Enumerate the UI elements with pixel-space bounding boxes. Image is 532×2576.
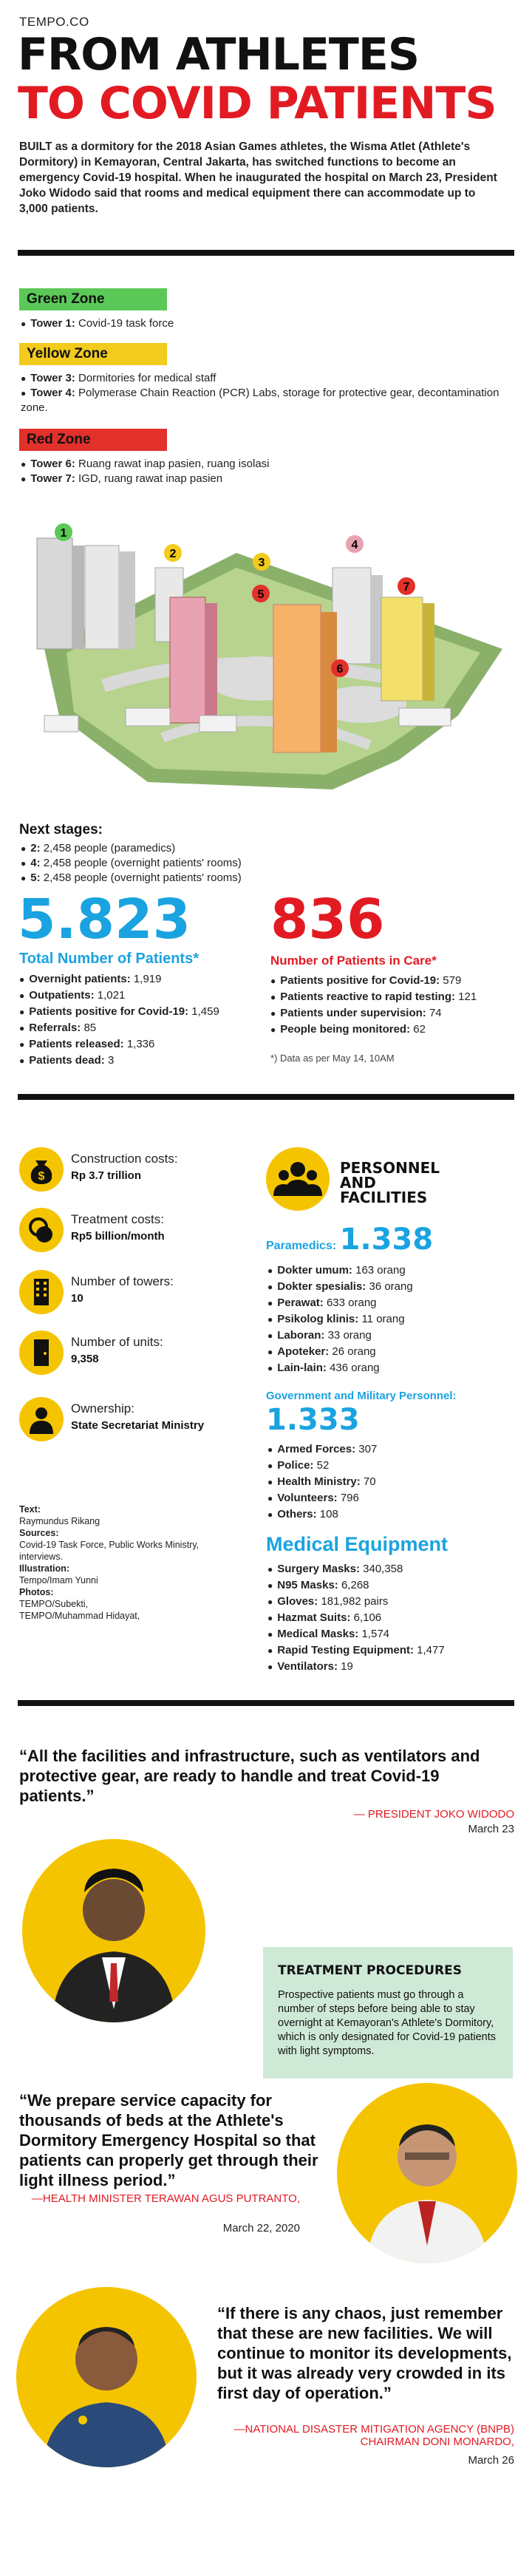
quote-president: “All the facilities and infrastructure, such as ventilators and protective gear, are ready to handle and treat Covid-19 patients.” xyxy=(19,1747,480,1805)
cost-label: Construction costs: xyxy=(71,1152,178,1166)
yellow-zone-item: ● Tower 3: Dormitories for medical staff xyxy=(21,371,508,386)
group-icon xyxy=(266,1147,330,1211)
in-care-label: Number of Patients in Care* xyxy=(270,954,437,968)
quote-health-minister: “We prepare service capacity for thousands of beds at the Athlete's Dormitory Emergency Hospital so that patients can properly get through their light illness period.” xyxy=(19,2091,318,2189)
quote-attribution: —HEALTH MINISTER TERAWAN AGUS PUTRANTO, xyxy=(31,2192,300,2205)
divider xyxy=(18,250,514,256)
equipment-title: Medical Equipment xyxy=(266,1533,449,1555)
next-stage-item: ● 5: 2,458 people (overnight patients' rooms) xyxy=(21,871,508,886)
treatment-procedures-box xyxy=(263,1947,513,2079)
building-icon xyxy=(19,1270,64,1314)
next-stages-title: Next stages: xyxy=(19,822,103,837)
gov-personnel-number: 1.333 xyxy=(266,1403,360,1437)
door-icon xyxy=(19,1331,64,1375)
total-patients-number: 5.823 xyxy=(18,888,191,951)
cost-value: State Secretariat Ministry xyxy=(71,1419,205,1432)
intro-paragraph: BUILT as a dormitory for the 2018 Asian Games athletes, the Wisma Atlet (Athlete's Dormitory) in Kemayoran, Central Jakarta, has switched functions to become an emergency Covid-19 hospital. When he inaugurated the hospital on March 23, President Joko Widodo said that rooms and medical equipment there can accommodate up to 3,000 patients. xyxy=(19,140,497,215)
next-stage-item: ● 4: 2,458 people (overnight patients' rooms) xyxy=(21,856,508,871)
quote-attribution: — PRESIDENT JOKO WIDODO xyxy=(353,1808,514,1821)
green-zone-tag: Green Zone xyxy=(19,288,167,310)
tower-marker: 1 xyxy=(60,527,67,540)
coins-icon xyxy=(19,1208,64,1252)
cost-value: Rp5 billion/month xyxy=(71,1230,165,1243)
tower-marker: 4 xyxy=(351,539,358,551)
svg-text:$: $ xyxy=(38,1170,45,1183)
quote-date: March 23 xyxy=(468,1823,514,1835)
paramedics-list: ● Dokter umum: 163 orang ● Dokter spesialis: 36 orang ● Perawat: 633 orang ● Psikolog klinis: 11 orang ● Laboran: 33 orang ● Apoteker: 26 orang ● Lain-lain: 436 orang xyxy=(267,1262,519,1376)
total-patients-list: ● Overnight patients: 1,919 ● Outpatients: 1,021 ● Patients positive for Covid-19: 1,459 ● Referrals: 85 ● Patients released: 1,336 ● Patients dead: 3 xyxy=(19,971,270,1069)
money-bag-icon xyxy=(19,1147,64,1192)
quote-bnpb-chairman: “If there is any chaos, just remember that these are new facilities. We will continue to monitor its developments, but it was already very crowded in its first day of operation.” xyxy=(217,2304,512,2402)
in-care-list: ● Patients positive for Covid-19: 579 ● Patients reactive to rapid testing: 121 ● Patients under supervision: 74 ● People being monitored: 62 xyxy=(270,973,522,1038)
data-note: *) Data as per May 14, 10AM xyxy=(270,1053,395,1064)
bnpb-chairman-photo xyxy=(16,2287,197,2467)
health-minister-photo xyxy=(337,2083,517,2263)
page-title-line1: FROM ATHLETES xyxy=(18,29,420,81)
quote-date: March 22, 2020 xyxy=(222,2222,300,2235)
tower-marker: 6 xyxy=(336,663,344,676)
next-stage-item: ● 2: 2,458 people (paramedics) xyxy=(21,841,508,856)
green-zone-item: ● Tower 1: Covid-19 task force xyxy=(21,316,508,331)
page-title-line2: TO COVID PATIENTS xyxy=(18,78,497,129)
person-icon xyxy=(19,1397,64,1441)
quote-date: March 26 xyxy=(468,2454,514,2467)
cost-value: 9,358 xyxy=(71,1353,99,1365)
tower-marker: 5 xyxy=(257,588,265,601)
treatment-text: Prospective patients must go through a number of steps before being able to stay overnight at Kemayoran's Athlete's Dormitory, which is only designated for Covid-19 patients with light symptoms. xyxy=(278,1989,496,2057)
president-photo xyxy=(22,1839,205,2022)
divider xyxy=(18,1094,514,1100)
paramedics-header: Paramedics: 1.338 xyxy=(266,1223,434,1257)
cost-label: Ownership: xyxy=(71,1401,134,1416)
tower-complex-illustration xyxy=(15,494,517,804)
cost-value: Rp 3.7 trillion xyxy=(71,1169,142,1182)
personnel-title: PERSONNEL AND FACILITIES xyxy=(340,1159,440,1206)
red-zone-item: ● Tower 7: IGD, ruang rawat inap pasien xyxy=(21,472,508,486)
in-care-number: 836 xyxy=(270,888,385,951)
cost-value: 10 xyxy=(71,1292,83,1305)
gov-personnel-label: Government and Military Personnel: xyxy=(266,1390,457,1402)
divider xyxy=(18,1700,514,1706)
red-zone-tag: Red Zone xyxy=(19,429,167,451)
cost-label: Treatment costs: xyxy=(71,1212,164,1226)
yellow-zone-tag: Yellow Zone xyxy=(19,343,167,365)
gov-personnel-list: ● Armed Forces: 307 ● Police: 52 ● Health Ministry: 70 ● Volunteers: 796 ● Others: 108 xyxy=(267,1441,519,1523)
yellow-zone-item: ● Tower 4: Polymerase Chain Reaction (PCR) Labs, storage for protective gear, decontamination zone. xyxy=(21,386,508,415)
tower-marker: 2 xyxy=(169,548,177,560)
equipment-list: ● Surgery Masks: 340,358 ● N95 Masks: 6,268 ● Gloves: 181,982 pairs ● Hazmat Suits: 6,106 ● Medical Masks: 1,574 ● Rapid Testing Equipment: 1,477 ● Ventilators: 19 xyxy=(267,1561,519,1675)
red-zone-item: ● Tower 6: Ruang rawat inap pasien, ruang isolasi xyxy=(21,457,508,472)
brand-logo: TEMPO.CO xyxy=(19,15,89,29)
cost-label: Number of towers: xyxy=(71,1274,174,1288)
cost-label: Number of units: xyxy=(71,1335,163,1349)
treatment-title: TREATMENT PROCEDURES xyxy=(278,1963,462,1978)
credits: Text: Raymundus Rikang Sources: Covid-19 Task Force, Public Works Ministry, interviews. Illustration: Tempo/Imam Yunni Photos: TEMPO/Subekti, TEMPO/Muhammad Hidayat, xyxy=(19,1504,200,1621)
tower-marker: 7 xyxy=(403,581,410,594)
tower-marker: 3 xyxy=(258,557,265,569)
total-patients-label: Total Number of Patients* xyxy=(19,951,199,967)
quote-attribution: —NATIONAL DISASTER MITIGATION AGENCY (BNPB) CHAIRMAN DONI MONARDO, xyxy=(233,2423,514,2448)
